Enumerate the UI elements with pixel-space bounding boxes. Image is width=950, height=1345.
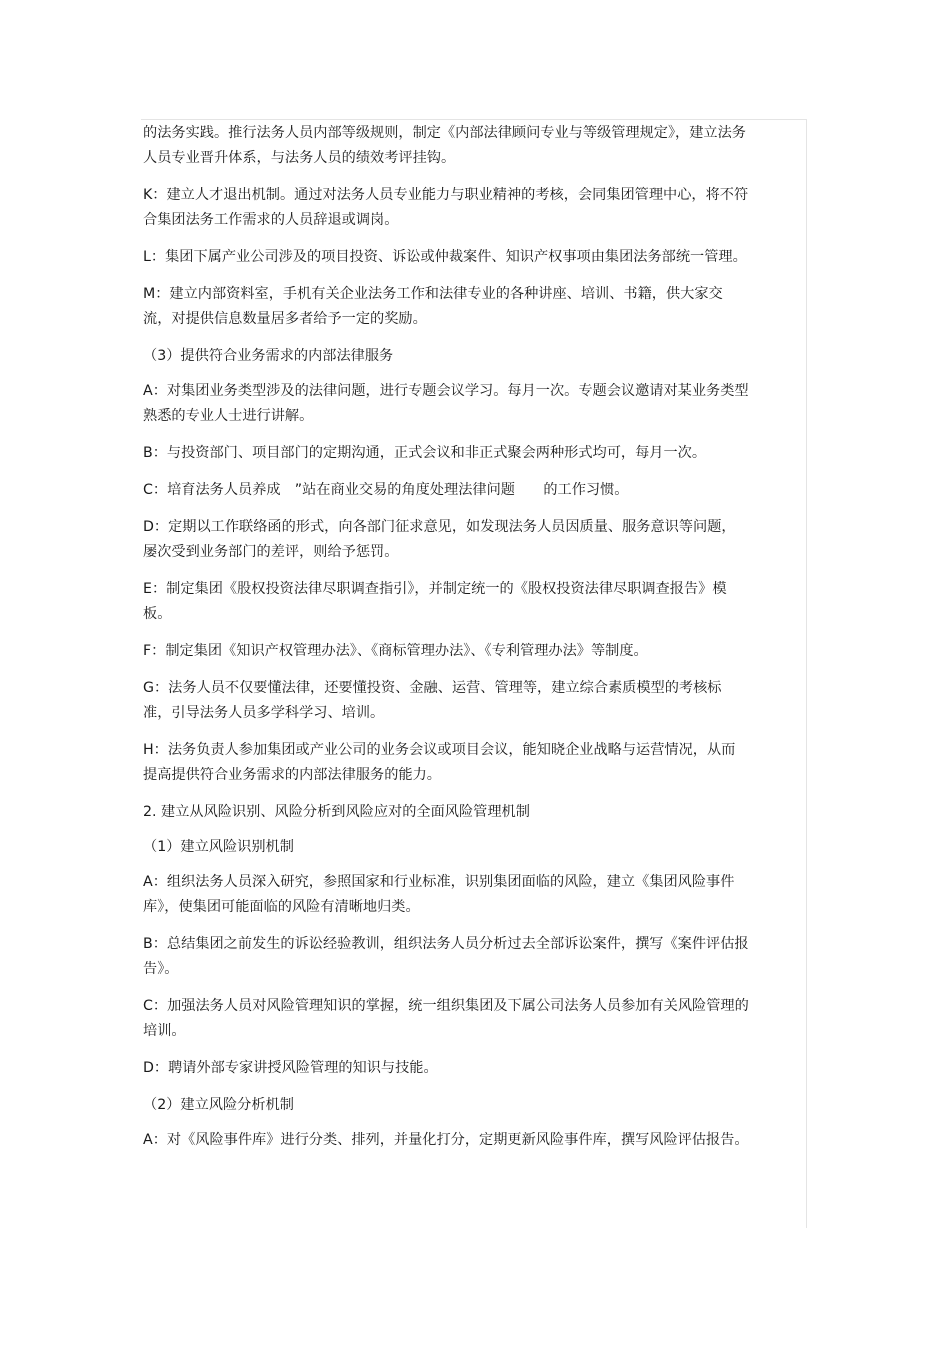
paragraph-item-h: H：法务负责人参加集团或产业公司的业务会议或项目会议，能知晓企业战略与运营情况，从而提高提供符合业务需求的内部法律服务的能力。 [143,742,736,783]
paragraph-item-k: K：建立人才退出机制。通过对法务人员专业能力与职业精神的考核，会同集团管理中心，将不符合集团法务工作需求的人员辞退或调岗。 [143,187,749,228]
document-body [143,121,749,1165]
paragraph-item-d: D：定期以工作联络函的形式，向各部门征求意见，如发现法务人员因质量、服务意识等问题，屡次受到业务部门的差评，则给予惩罚。 [143,519,736,560]
paragraph-item-g: G：法务人员不仅要懂法律，还要懂投资、金融、运营、管理等，建立综合素质模型的考核标准，引导法务人员多学科学习、培训。 [143,680,722,721]
paragraph-risk-b: B：总结集团之前发生的诉讼经验教训，组织法务人员分析过去全部诉讼案件，撰写《案件评估报告》。 [143,936,749,977]
paragraph-item-f: F：制定集团《知识产权管理办法》、《商标管理办法》、《专利管理办法》等制度。 [143,643,648,659]
subsection-heading-1: （1）建立风险识别机制 [143,839,294,855]
paragraph-item-l: L：集团下属产业公司涉及的项目投资、诉讼或仲裁案件、知识产权事项由集团法务部统一管理。 [143,249,747,265]
paragraph-item-m: M：建立内部资料室，手机有关企业法务工作和法律专业的各种讲座、培训、书籍，供大家交流，对提供信息数量居多者给予一定的奖励。 [143,286,723,327]
subsection-heading-2: （2）建立风险分析机制 [143,1097,294,1113]
paragraph-risk-a: A：组织法务人员深入研究，参照国家和行业标准，识别集团面临的风险，建立《集团风险事件库》，使集团可能面临的风险有清晰地归类。 [143,874,735,915]
paragraph-risk-d: D：聘请外部专家讲授风险管理的知识与技能。 [143,1060,438,1076]
paragraph-risk-c: C：加强法务人员对风险管理知识的掌握，统一组织集团及下属公司法务人员参加有关风险管理的培训。 [143,998,749,1039]
paragraph-item-e: E：制定集团《股权投资法律尽职调查指引》，并制定统一的《股权投资法律尽职调查报告》模板。 [143,581,727,622]
paragraph-item-a: A：对集团业务类型涉及的法律问题，进行专题会议学习。每月一次。专题会议邀请对某业务类型熟悉的专业人士进行讲解。 [143,383,749,424]
paragraph-item-b: B：与投资部门、项目部门的定期沟通，正式会议和非正式聚会两种形式均可，每月一次。 [143,445,707,461]
section-heading-2: 2. 建立从风险识别、风险分析到风险应对的全面风险管理机制 [143,804,530,820]
paragraph-analysis-a: A：对《风险事件库》进行分类、排列，并量化打分，定期更新风险事件库，撰写风险评估报告。 [143,1132,749,1148]
paragraph-item-c: C：培育法务人员养成 ”站在商业交易的角度处理法律问题 的工作习惯。 [143,482,629,498]
paragraph-intro: 的法务实践。推行法务人员内部等级规则，制定《内部法律顾问专业与等级管理规定》，建立法务人员专业晋升体系，与法务人员的绩效考评挂钩。 [143,125,746,166]
section-heading-3: （3）提供符合业务需求的内部法律服务 [143,348,394,364]
